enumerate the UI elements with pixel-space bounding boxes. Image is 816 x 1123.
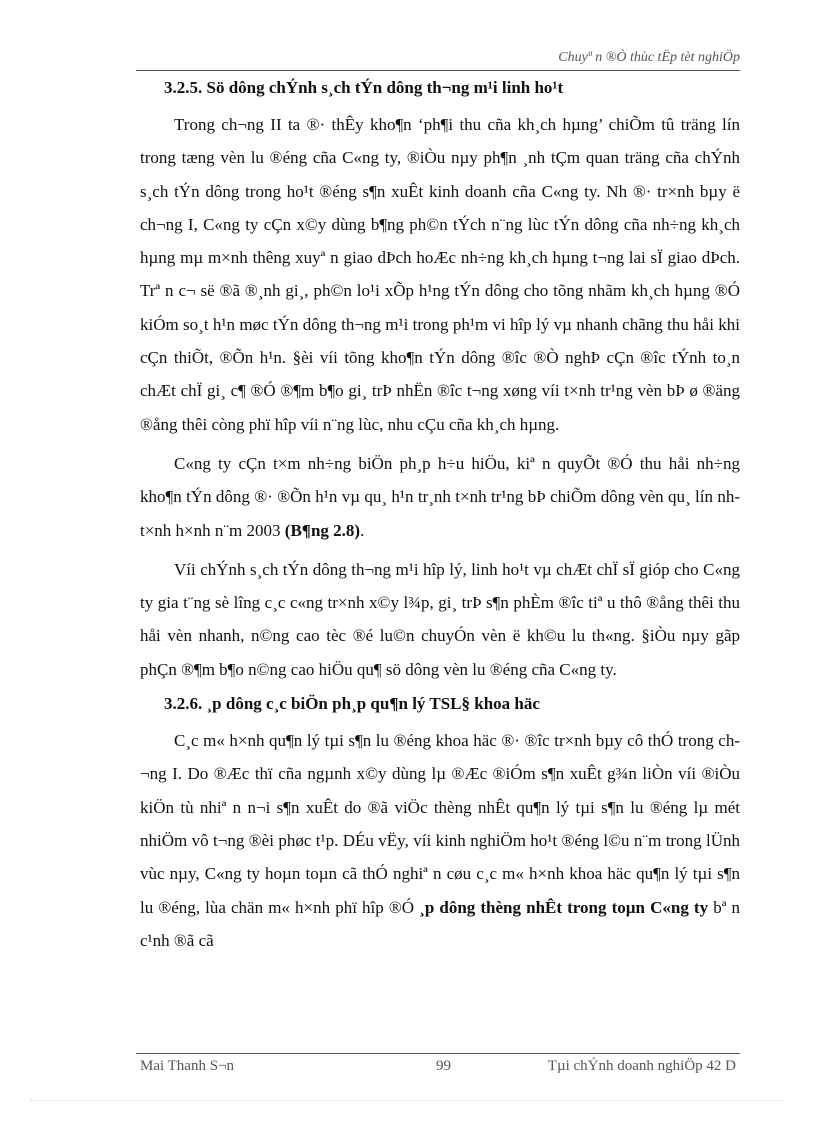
paragraph-text: Víi chÝnh s¸ch tÝn dông th¬ng m¹i hîp lý, linh ho¹t vµ chÆt chÏ sÏ gióp cho C«ng ty gia t¨ng sè lîng c¸c c«ng tr×nh x©y l¾p, gi¸ trÞ s¶n phÈm ®îc tiª u thô ®ång thêi thu håi vèn nhanh, n©ng cao tèc ®é lu©n chuyÓn vèn ë kh©u lu th«ng. §iÒu nµy gãp phÇn ®¶m b¶o n©ng cao hiÖu qu¶ sö dông vèn lu ®éng cña C«ng ty.: [140, 559, 740, 679]
paragraph-tail: bª n c¹nh ®ã cã: [140, 897, 740, 950]
bold-phrase: ¸p dông thèng nhÊt trong toµn C«ng ty: [419, 897, 709, 917]
paragraph-text: C¸c m« h×nh qu¶n lý tµi s¶n lu ®éng khoa häc ®· ®îc tr×nh bµy cô thÓ trong ch¬ng I. Do ®Æc thï cña ngµnh x©y dùng lµ ®Æc ®iÓm s¶n xuÊt g¾n liÒn víi ®iÒu kiÖn tù nhiª n n¬i s¶n xuÊt do ®ã viÖc thèng nhÊt qu¶n lý tµi s¶n lu ®éng lµ mét nhiÖm vô t¬ng ®èi phøc t¹p. DÉu vËy, víi kinh nghiÖm ho¹t ®éng l©u n¨m trong lÜnh vùc nµy, C«ng ty hoµn toµn cã thÓ nghiª n cøu c¸c m« h×nh khoa häc qu¶n lý tµi s¶n lu ®éng, lùa chän m« h×nh phï hîp ®Ó: [140, 731, 740, 917]
section-heading-3-2-5: 3.2.5. Sö dông chÝnh s¸ch tÝn dông th¬ng m¹i linh ho¹t: [164, 78, 564, 97]
paragraph: [140, 724, 740, 957]
page-footer: [136, 1053, 740, 1080]
footer-author: Mai Thanh S¬n: [140, 1058, 235, 1074]
page-number: 99: [436, 1058, 451, 1074]
page-header: [136, 48, 740, 71]
paragraph: [140, 447, 740, 547]
bottom-divider: [30, 1100, 786, 1101]
section-heading-3-2-6: 3.2.6. ¸p dông c¸c biÖn ph¸p qu¶n lý TSL§ khoa häc: [164, 694, 540, 714]
paragraph: [140, 108, 740, 441]
paragraph-text: Trong ch¬ng II ta ®· thÊy kho¶n ‘ph¶i thu cña kh¸ch hµng’ chiÕm tû träng lín trong tæng vèn lu ®éng cña C«ng ty, ®iÒu nµy ph¶n ¸nh tÇm quan träng cña chÝnh s¸ch tÝn dông trong ho¹t ®éng s¶n xuÊt kinh doanh cña C«ng ty. Nh ®· tr×nh bµy ë ch¬ng I, C«ng ty cÇn x©y dùng b¶ng ph©n tÝch n¨ng lùc tÝn dông cña nh÷ng kh¸ch hµng mµ m×nh thêng xuyª n giao dÞch hoÆc nh÷ng kh¸ch hµng t¬ng lai sÏ giao dÞch. Trª n c¬ së ®ã ®¸nh gi¸, ph©n lo¹i xÕp h¹ng tÝn dông cho tõng nhãm kh¸ch hµng ®Ó kiÓm so¸t h¹n møc tÝn dông th¬ng m¹i trong ph¹m vi hîp lý vµ nhanh chãng thu håi khi cÇn thiÕt, ®Õn h¹n. §èi víi tõng kho¶n tÝn dông ®îc ®Ò nghÞ cÇn ®îc tÝnh to¸n chÆt chÏ gi¸ c¶ ®Ó ®¶m b¶o gi¸ trÞ nhËn ®îc t¬ng xøng víi t×nh tr¹ng vèn bÞ ø ®äng ®ång thêi còng phï hîp víi n¨ng lùc, nhu cÇu cña kh¸ch hµng.: [140, 115, 740, 434]
header-title: Chuyª n ®Ò thùc tËp tèt nghiÖp: [558, 50, 740, 65]
table-reference: (B¶ng 2.8): [284, 520, 361, 540]
footer-course: Tµi chÝnh doanh nghiÖp 42 D: [547, 1058, 736, 1074]
paragraph-text: C«ng ty cÇn t×m nh÷ng biÖn ph¸p h÷u hiÖu, kiª n quyÕt ®Ó thu håi nh÷ng kho¶n tÝn dông ®· ®Õn h¹n vµ qu¸ h¹n tr¸nh t×nh tr¹ng bÞ chiÕm dông vèn qu¸ lín nh t×nh h×nh n¨m 2003: [140, 453, 740, 540]
page-content: [140, 74, 740, 963]
paragraph-tail: .: [360, 520, 365, 540]
paragraph: [140, 553, 740, 686]
